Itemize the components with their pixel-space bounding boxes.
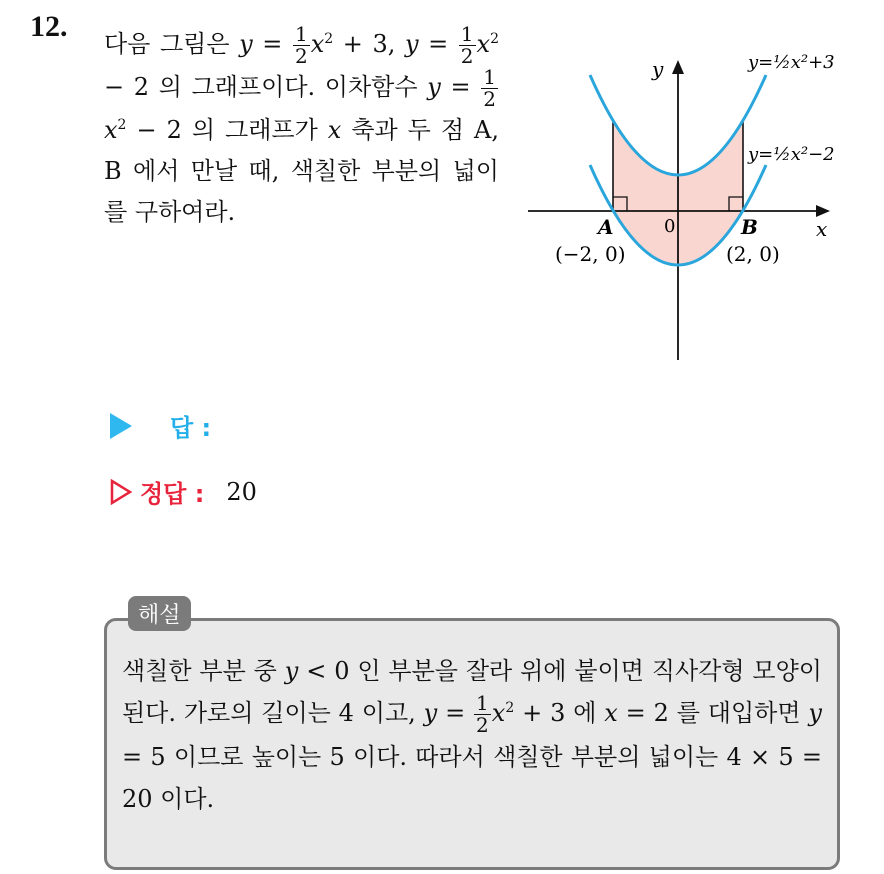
math-term: − 2 — [104, 73, 150, 101]
point-b-coord: (2, 0) — [726, 242, 780, 266]
y-axis-label: y — [652, 57, 664, 81]
frac-denominator: 2 — [460, 44, 474, 68]
math-var: y — [404, 30, 419, 58]
math-var: x — [604, 699, 618, 727]
play-triangle-icon — [110, 413, 132, 439]
point-a-coord: (−2, 0) — [555, 242, 626, 266]
math-var: y — [239, 30, 253, 58]
math-term: + 3 에 — [522, 699, 597, 727]
problem-statement — [104, 24, 499, 232]
math-eq: = — [450, 73, 471, 101]
answer-row — [110, 408, 211, 443]
math-eq: = — [262, 30, 283, 58]
answer-label: 답 : — [170, 414, 212, 442]
problem-text: 의 그래프가 — [191, 116, 318, 144]
math-exponent: 2 — [490, 31, 499, 47]
explanation-sentence: = 5 이므로 높이는 5 이다. 따라서 색칠한 부분의 넓이는 4 × 5 = 20 이다. — [122, 743, 822, 813]
problem-text: 의 그래프이다. 이차함수 — [158, 73, 418, 101]
math-var: y — [284, 657, 299, 685]
frac-denominator: 2 — [483, 87, 496, 111]
math-exponent: 2 — [324, 31, 334, 47]
fraction — [293, 24, 310, 67]
explanation-text — [122, 650, 822, 820]
question-number: 12. — [30, 10, 68, 43]
math-var: y — [427, 73, 441, 101]
origin-label: 0 — [664, 216, 676, 237]
math-var: x — [310, 30, 325, 58]
math-var: x — [327, 116, 342, 144]
explanation-tag: 해설 — [128, 596, 191, 631]
frac-denominator: 2 — [294, 44, 308, 68]
correct-answer-row — [110, 474, 257, 509]
frac-numerator: 1 — [483, 65, 496, 89]
parabola-graph — [520, 38, 860, 368]
problem-text: 다음 그림은 — [104, 30, 230, 58]
curve-upper-label: y=½x²+3 — [748, 52, 835, 73]
explanation-sentence: < 0 인 부분을 잘라 위에 붙이면 직사각형 모양이 된다. 가로의 길이는 4 이고, — [122, 657, 822, 727]
math-term: + 3, — [342, 30, 396, 58]
math-eq: = — [445, 699, 466, 727]
math-var: y — [423, 699, 438, 727]
x-axis-label: x — [816, 217, 828, 241]
x-axis-arrow — [816, 205, 830, 217]
math-exponent: 2 — [505, 700, 515, 716]
correct-answer-value: 20 — [226, 477, 257, 506]
math-var: x — [491, 699, 506, 727]
math-eq: = — [428, 30, 449, 58]
y-axis-arrow — [672, 60, 684, 74]
fraction — [481, 67, 498, 110]
problem-text: 축과 두 점 A, B 에서 만날 때, 색칠한 부분의 넓이를 구하여라. — [104, 116, 499, 226]
frac-numerator: 1 — [476, 691, 489, 715]
math-term: − 2 — [136, 116, 182, 144]
math-var: x — [104, 116, 118, 144]
curve-lower-label: y=½x²−2 — [748, 144, 835, 165]
point-b-label: B — [741, 215, 758, 239]
correct-answer-label: 정답 : — [140, 480, 205, 508]
frac-denominator: 2 — [476, 713, 489, 737]
frac-numerator: 1 — [294, 22, 308, 46]
fraction — [474, 693, 491, 736]
frac-numerator: 1 — [460, 22, 474, 46]
math-var: x — [476, 30, 491, 58]
explanation-sentence: = 2 를 대입하면 — [625, 699, 801, 727]
outline-triangle-icon — [110, 479, 132, 505]
explanation-sentence: 색칠한 부분 중 — [122, 657, 277, 685]
math-var: y — [808, 699, 822, 727]
math-exponent: 2 — [117, 117, 127, 133]
point-a-label: A — [598, 215, 614, 239]
fraction — [459, 24, 476, 67]
